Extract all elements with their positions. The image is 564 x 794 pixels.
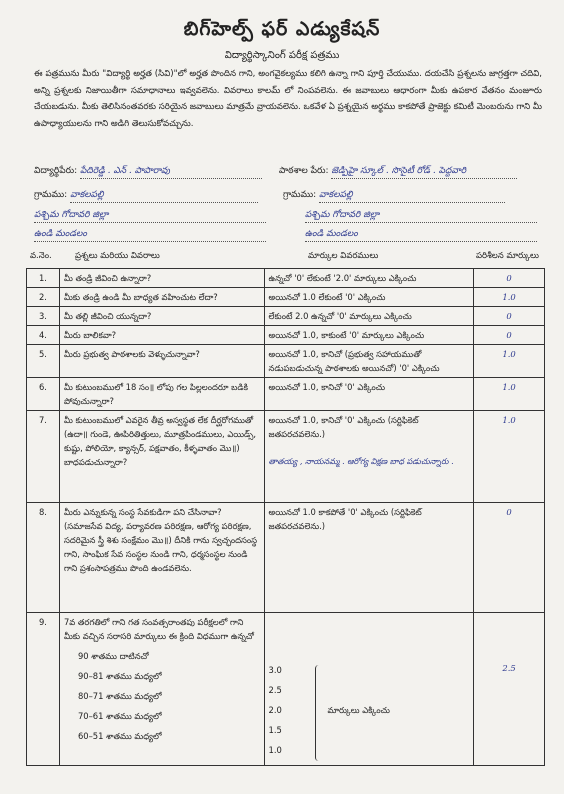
marks-detail-cell: [264, 345, 474, 378]
school-name-value[interactable]: జెడ్పిహై స్కూల్ . సొసైటీ రోడ్ . పెద్దవారి: [331, 166, 517, 179]
table-row: [27, 503, 545, 613]
handwritten-note: తాతయ్య , నాయనమ్మ . ఆరోగ్య విక్షణ బాధ పడుచున్నారు .: [268, 457, 454, 466]
grade-band: 70–61 శాతము మధ్యలో: [77, 711, 162, 721]
grade-band: 90 శాతము దాటినచో: [77, 651, 149, 661]
student-name-label: విద్యార్థిపేరు: [34, 166, 75, 176]
table-row: [27, 307, 545, 326]
grade-band: 80–71 శాతము మధ్యలో: [77, 691, 162, 701]
header-sno: వ.నెం.: [30, 251, 52, 261]
village2-value[interactable]: వాకలపల్లి: [319, 190, 505, 203]
marks-detail-cell: [264, 269, 474, 288]
table-row: [27, 613, 545, 766]
marks-detail-text: ఉన్నచో '0' లేకుంటే '2.0' మార్కులు ఎక్కించు: [268, 273, 417, 283]
question-text: మీ కుటుంబములో ఎవరైన తీవ్ర అస్వస్థత లేక దీర్ఘరోగముతో (ఉదా॥ గుండె, ఊపిరితిత్తులు, మూత్రపిండములు, ఎయిడ్స్, కుష్టు, పోలియో, క్యాన్సర్, పక్షవాతం, కీళ్ళవాతం మొ॥) బాధపడుచున్నారా?: [63, 415, 257, 467]
grade-score: 3.0: [268, 665, 282, 675]
row-number: 8.: [27, 503, 60, 613]
awarded-marks[interactable]: 0: [474, 269, 545, 288]
awarded-marks[interactable]: 0: [474, 503, 545, 613]
question-text: మీరు ఎన్నుకున్న సంస్థ సేవకుడిగా పని చేసినావా? (సమాజసేవ విద్య, పర్యావరణ పరిరక్షణ, ఆరోగ్య పరిరక్షణ, సదరిమైన స్త్రీ శిశు సంక్షేమం మొ॥) దీనికి గాను స్వచ్ఛందసంస్థ గాని, సాంఘిక సేవ సంస్థల నుండి గాని, ధర్మసంస్థల నుండి గాని ప్రశంసాపత్రము పొంది ఉండవలెను.: [63, 507, 258, 573]
row-number: 7.: [27, 411, 60, 503]
marks-detail-cell: [264, 378, 474, 411]
row-number: 6.: [27, 378, 60, 411]
row-number: 4.: [27, 326, 60, 345]
question-cell: [59, 378, 264, 411]
marks-detail-cell: [264, 503, 474, 613]
question-cell: [59, 613, 264, 766]
question-text: మీకు తండ్రి ఉండి మీ బాధ్యత వహించుట లేదా?: [63, 292, 218, 302]
form-title: బిగ్‌హెల్ప్ ఫర్ ఎడ్యుకేషన్: [183, 18, 381, 40]
question-cell: [59, 288, 264, 307]
name-row: విద్యార్థిపేరు: పేదిరెడ్డి . ఎన్ . పాపారావు పాఠశాల పేరు: జెడ్పిహై స్కూల్ . సొసైటీ రోడ్ . పెద్దవారి: [34, 166, 542, 179]
awarded-marks[interactable]: 1.0: [474, 411, 545, 503]
question-cell: [59, 326, 264, 345]
grade-score-list: [269, 663, 305, 763]
question-text: మీ తల్లి జీవించి యున్నదా?: [63, 311, 152, 321]
header-question: ప్రశ్నలు మరియు వివరాలు: [75, 251, 160, 261]
question-text: మీ తండ్రి జీవించి ఉన్నారా?: [63, 273, 152, 283]
school-name-label: పాఠశాల పేరు: [278, 166, 326, 176]
marks-add-label: మార్కులు ఎక్కించు: [327, 705, 390, 715]
awarded-marks[interactable]: 0: [474, 307, 545, 326]
table-row: [27, 288, 545, 307]
mandal-value-right[interactable]: ఉండి మండలం: [305, 229, 537, 242]
header-marks-detail: మార్కుల వివరములు: [308, 251, 379, 261]
marks-detail-cell: [264, 307, 474, 326]
village-value[interactable]: వాకలపల్లి: [70, 190, 258, 203]
row-number: 5.: [27, 345, 60, 378]
marks-detail-text: అయినచో 1.0, కానిచో '0' ఎక్కించు (సర్టిఫికెట్ జతపరచవలెను.): [268, 415, 419, 439]
student-name-value[interactable]: పేదిరెడ్డి . ఎన్ . పాపారావు: [80, 166, 262, 179]
marks-detail-text: అయినచో 1.0, కాకుంటే '0' మార్కులు ఎక్కించు: [268, 330, 425, 340]
grade-band-list: [64, 649, 260, 749]
row-number: 3.: [27, 307, 60, 326]
header-marks: పరిశీలన మార్కులు: [476, 251, 539, 261]
village2-label: గ్రామము: [282, 190, 314, 200]
table-row: [27, 345, 545, 378]
grade-score: 2.0: [268, 705, 282, 715]
question-text: 7వ తరగతిలో గాని గత సంవత్సరాంతపు పరీక్షలలో గాని మీకు వచ్చిన సరాసరి మార్కులు ఈ క్రింది విధముగా ఉన్నచో: [63, 617, 254, 641]
question-cell: [59, 503, 264, 613]
question-cell: [59, 411, 264, 503]
grade-score: 2.5: [268, 685, 282, 695]
awarded-marks[interactable]: 1.0: [474, 288, 545, 307]
table-row: [27, 326, 545, 345]
marks-detail-text: అయినచో 1.0 కాకపోతే '0' ఎక్కించు (సర్టిఫికెట్ జతపరచవలెను.): [268, 507, 422, 531]
awarded-marks[interactable]: 0: [474, 326, 545, 345]
row-number: 1.: [27, 269, 60, 288]
awarded-marks[interactable]: 2.5: [474, 613, 545, 766]
bracket-line: [315, 665, 322, 761]
marks-detail-text: అయినచో 1.0, కానిచో '0' ఎక్కించు: [268, 382, 386, 392]
marks-detail-cell: [264, 288, 474, 307]
grade-score: 1.5: [268, 725, 282, 735]
question-cell: [59, 307, 264, 326]
grade-score: 1.0: [268, 745, 282, 755]
marks-detail-cell: [264, 411, 474, 503]
village-label: గ్రామము: [34, 190, 65, 200]
marks-detail-text: లేకుంటే 2.0 ఉన్నచో '0' మార్కులు ఎక్కించు: [268, 311, 412, 321]
row-number: 2.: [27, 288, 60, 307]
grade-band: 90–81 శాతము మధ్యలో: [77, 671, 162, 681]
question-text: మీరు బాలికవా?: [63, 330, 117, 340]
district-value-right[interactable]: పశ్చిమ గోదావరి జిల్లా: [305, 210, 537, 223]
questions-table: [26, 268, 545, 766]
table-row: [27, 411, 545, 503]
marks-detail-cell: [264, 613, 474, 766]
form-subtitle: విద్యార్థిస్కానింగ్ పరీక్ష పత్రము: [224, 50, 340, 61]
question-cell: [59, 345, 264, 378]
table-row: [27, 269, 545, 288]
awarded-marks[interactable]: 1.0: [474, 345, 545, 378]
district-row: [34, 210, 542, 223]
marks-detail-text: అయినచో 1.0 లేకుంటే '0' ఎక్కించు: [268, 292, 386, 302]
marks-detail-text: అయినచో 1.0, కానిచో (ప్రభుత్వ సహాయముతో నడుపబడుచున్న పాఠశాలకు అయినచో) '0' ఎక్కించు: [268, 349, 440, 373]
table-row: [27, 378, 545, 411]
row-number: 9.: [27, 613, 60, 766]
district-value-left[interactable]: పశ్చిమ గోదావరి జిల్లా: [34, 210, 266, 223]
question-text: మీ కుటుంబములో 18 సం॥ లోపు గల పిల్లలందరూ బడికి పోవుచున్నారా?: [63, 382, 248, 406]
question-text: మీరు ప్రభుత్వ పాఠశాలకు వెళ్ళుచున్నావా?: [63, 349, 200, 359]
mandal-row: [34, 229, 542, 242]
mandal-value-left[interactable]: ఉండి మండలం: [34, 229, 266, 242]
awarded-marks[interactable]: 1.0: [474, 378, 545, 411]
marks-detail-cell: [264, 326, 474, 345]
grade-band: 60–51 శాతము మధ్యలో: [77, 731, 162, 741]
intro-paragraph: ఈ పత్రమును మీరు "విద్యార్థి అర్హత (సివి)"లో అర్హత పొందిన గాని, అంగవైకల్యము కలిగి ఉన్నా గాని పూర్తి చేయుము. దయచేసి ప్రశ్నలను జాగ్రత్తగా చదివి, అన్ని ప్రశ్నలకు నిజాయితీగా సమాధానాలు ఇవ్వవలెను. వివరాలు కాలమ్ లో నింపవలెను. ఈ జవాబులు ఆధారంగా మీకు ఉపకార వేతనం మంజూరు చేయబడును. మీకు తెలిసినంతవరకు సరియైన జవాబులు మాత్రమే వ్రాయవలెను. ఒకవేళ ఏ ప్రశ్నయైన అర్థము కాకపోతే ప్రాజెక్టు కమిటీ మెంబరును గాని మీ ఉపాధ్యాయులను గాని అడిగి తెలుసుకోవచ్చును.: [34, 69, 542, 129]
question-cell: [59, 269, 264, 288]
village-row: గ్రామము: వాకలపల్లి గ్రామము: వాకలపల్లి: [34, 190, 542, 203]
